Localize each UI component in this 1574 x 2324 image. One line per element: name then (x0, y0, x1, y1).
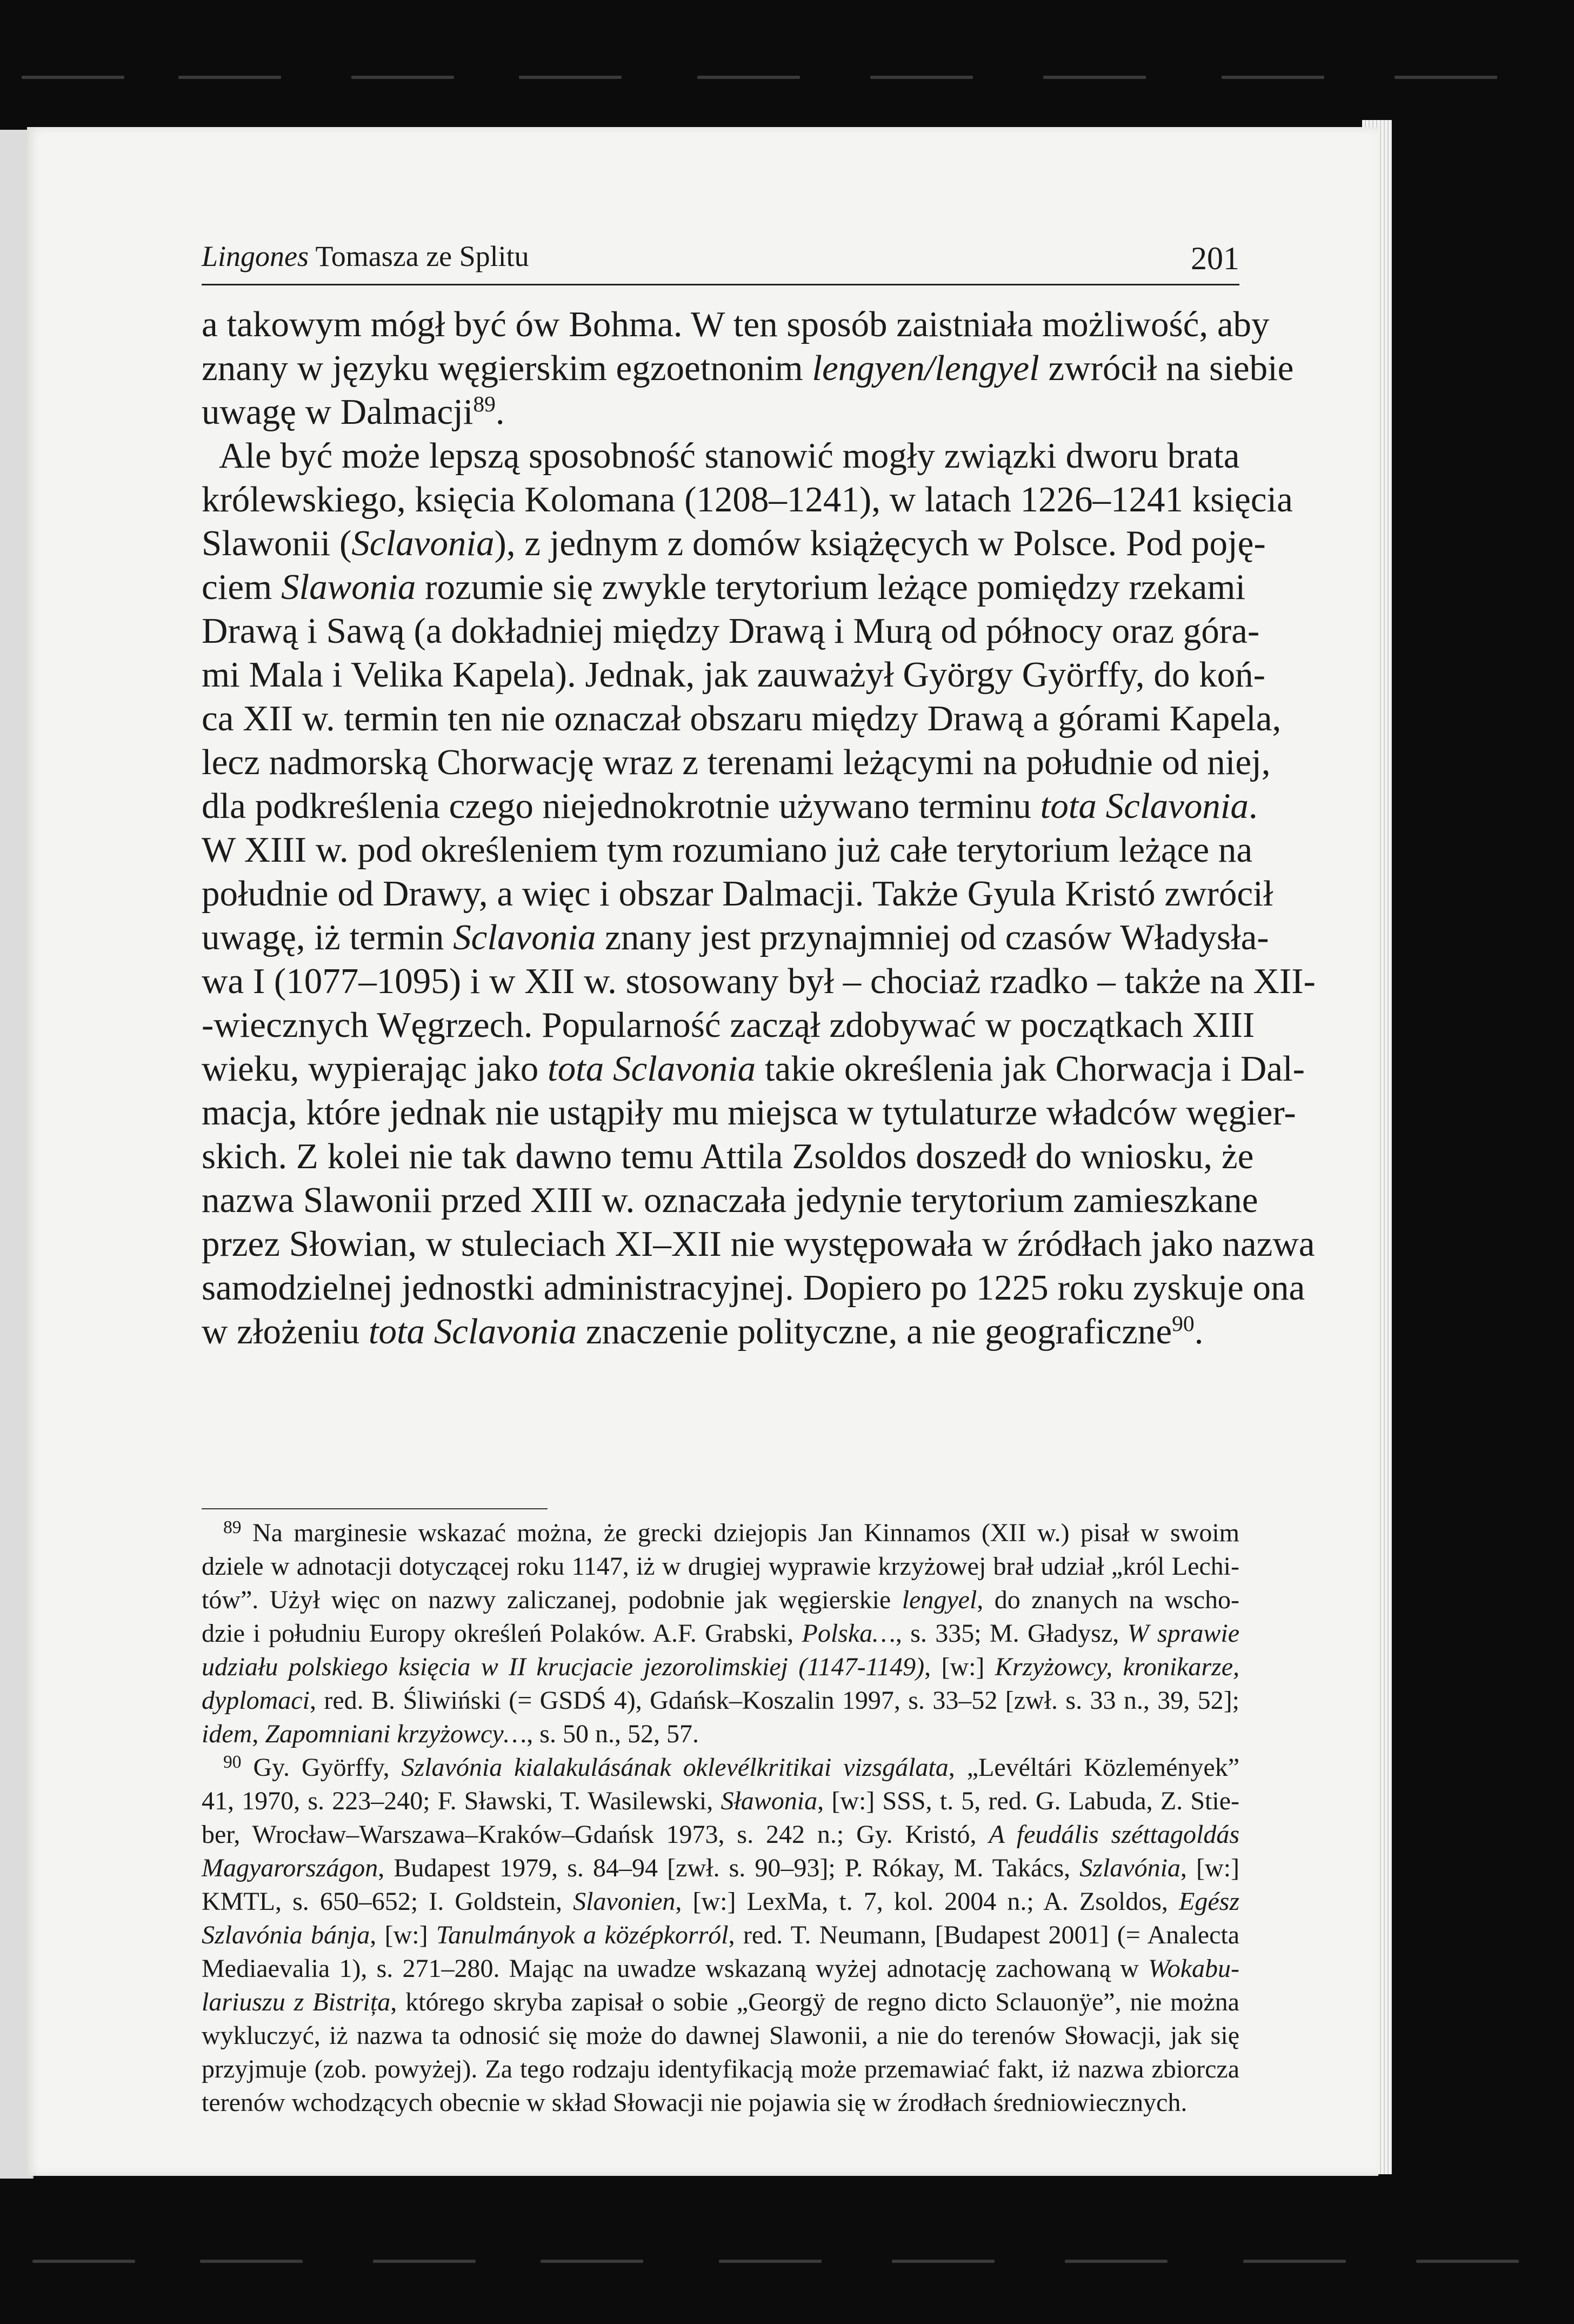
footnote-90-line: 41, 1970, s. 223–240; F. Sławski, T. Wasilewski, Sławonia, [w:] SSS, t. 5, red. G. Labuda, Z. Stie- (202, 1787, 1240, 1815)
text-line: w złożeniu tota Sclavonia znaczenie polityczne, a nie geograficzne$^{90}$. (202, 1311, 1204, 1351)
footnote-90-line: lariuszu z Bistrița, którego skryba zapisał o sobie „Georgÿ de regno dicto Sclauonÿe”, nie można (202, 1988, 1239, 2016)
text-line: uwagę w Dalmacji$^{89}$. (202, 391, 505, 432)
footnote-90-line: przyjmuje (zob. powyżej). Za tego rodzaju identyfikacją może przemawiać fakt, iż nazwa zbiorcza (202, 2055, 1239, 2083)
footnote-90-line: Magyarországon, Budapest 1979, s. 84–94 [zwł. s. 90–93]; P. Rókay, M. Takács, Szlavónia, [w:] (202, 1854, 1240, 1882)
main-text (202, 303, 1316, 1354)
bottom-film-edge (0, 2260, 1574, 2267)
text-line: południe od Drawy, a więc i obszar Dalmacji. Także Gyula Kristó zwrócił (202, 874, 1273, 914)
footnote-89-line: dyplomaci, red. B. Śliwiński (= GSDŚ 4), Gdańsk–Koszalin 1997, s. 33–52 [zwł. s. 33 n., 39, 52]; (202, 1686, 1239, 1715)
footnote-90-line: KMTL, s. 650–652; I. Goldstein, Slavonien, [w:] LexMa, t. 7, kol. 2004 n.; A. Zsoldos, Egész (202, 1887, 1240, 1916)
text-line: lecz nadmorską Chorwację wraz z terenami leżącymi na południe od niej, (202, 742, 1271, 782)
text-line: wieku, wypierając jako tota Sclavonia takie określenia jak Chorwacja i Dal- (202, 1049, 1305, 1089)
footnote-89-line: $^{89}$ Na marginesie wskazać można, że grecki dziejopis Jan Kinnamos (XII w.) pisał w swoim (223, 1517, 1239, 1547)
footnote-89-line: dziele w adnotacji dotyczącej roku 1147, iż w drugiej wyprawie krzyżowej brał udział „król Lechi- (202, 1552, 1239, 1581)
top-film-edge (0, 76, 1574, 83)
text-line: skich. Z kolei nie tak dawno temu Attila Zsoldos doszedł do wniosku, że (202, 1136, 1254, 1176)
text-line: uwagę, iż termin Sclavonia znany jest przynajmniej od czasów Władysła- (202, 917, 1269, 957)
footnotes (202, 1516, 1239, 2120)
footnote-90-line: $^{90}$ Gy. Györffy, Szlavónia kialakulásának oklevélkritikai vizsgálata, „Levéltári Közlemények” (223, 1752, 1240, 1782)
text-line: mi Mala i Velika Kapela). Jednak, jak zauważył György Györffy, do koń- (202, 655, 1265, 695)
text-line: dla podkreślenia czego niejednokrotnie używano terminu tota Sclavonia. (202, 786, 1258, 826)
text-line: W XIII w. pod określeniem tym rozumiano już całe terytorium leżące na (202, 830, 1253, 870)
running-title: Lingones Tomasza ze Splitu (202, 240, 529, 272)
text-line: znany w języku węgierskim egzoetnonim lengyen/lengyel zwrócił na siebie (202, 348, 1294, 388)
footnote-90-line: wykluczyć, iż nazwa ta odnosić się może do dawnej Slawonii, a nie do terenów Słowacji, jak się (202, 2021, 1239, 2050)
footnote-90-line: Mediaevalia 1), s. 271–280. Mając na uwadze wskazaną wyżej adnotację zachowaną w Wokabu- (202, 1954, 1239, 1983)
page-number: 201 (1191, 241, 1239, 276)
footnote-ref-89: 89 (473, 391, 496, 417)
text-line: Drawą i Sawą (a dokładniej między Drawą i Murą od północy oraz góra- (202, 611, 1260, 651)
text-line: a takowym mógł być ów Bohma. W ten sposób zaistniała możliwość, aby (202, 304, 1270, 344)
footnote-89-line: dzie i południu Europy określeń Polaków. A.F. Grabski, Polska…, s. 335; M. Gładysz, W sprawie (202, 1619, 1240, 1648)
footnote-number: 90 (223, 1752, 242, 1772)
book-page (27, 127, 1378, 2176)
text-line: królewskiego, księcia Kolomana (1208–1241), w latach 1226–1241 księcia (202, 480, 1293, 520)
text-line: samodzielnej jednostki administracyjnej. Dopiero po 1225 roku zyskuje ona (202, 1268, 1305, 1308)
text-line: Ale być może lepszą sposobność stanowić mogły związki dworu brata (219, 436, 1240, 476)
text-line: ciem Slawonia rozumie się zwykle terytorium leżące pomiędzy rzekami (202, 567, 1246, 607)
footnote-90-line: Szlavónia bánja, [w:] Tanulmányok a középkorról, red. T. Neumann, [Budapest 2001] (= Analecta (202, 1921, 1240, 1949)
footnote-90-line: terenów wchodzących obecnie w skład Słowacji nie pojawia się w źrodłach średniowiecznych. (202, 2088, 1188, 2117)
text-line: przez Słowian, w stuleciach XI–XII nie występowała w źródłach jako nazwa (202, 1224, 1315, 1264)
running-header (202, 224, 1239, 285)
footnote-89-line: udziału polskiego księcia w II krucjacie jezorolimskiej (1147-1149), [w:] Krzyżowcy, kronikarze, (202, 1653, 1240, 1681)
text-line: Slawonii (Sclavonia), z jednym z domów książęcych w Polsce. Pod poję- (202, 523, 1266, 563)
text-line: -wiecznych Węgrzech. Popularność zaczął zdobywać w początkach XIII (202, 1005, 1255, 1045)
footnote-89-line: tów”. Użył więc on nazwy zaliczanej, podobnie jak węgierskie lengyel, do znanych na wscho- (202, 1586, 1239, 1614)
footnote-separator (202, 1508, 548, 1509)
footnote-90-line: ber, Wrocław–Warszawa–Kraków–Gdańsk 1973, s. 242 n.; Gy. Kristó, A feudális széttagoldás (202, 1820, 1240, 1849)
text-line: nazwa Slawonii przed XIII w. oznaczała jedynie terytorium zamieszkane (202, 1180, 1258, 1220)
footnote-89-line: idem, Zapomniani krzyżowcy…, s. 50 n., 52, 57. (202, 1720, 699, 1748)
text-line: macja, które jednak nie ustąpiły mu miejsca w tytulaturze władców węgier- (202, 1093, 1296, 1133)
text-line: wa I (1077–1095) i w XII w. stosowany był – chociaż rzadko – także na XII- (202, 961, 1316, 1001)
footnote-ref-90: 90 (1172, 1311, 1195, 1336)
footnote-number: 89 (223, 1517, 242, 1537)
text-line: ca XII w. termin ten nie oznaczał obszaru między Drawą a górami Kapela, (202, 698, 1282, 738)
